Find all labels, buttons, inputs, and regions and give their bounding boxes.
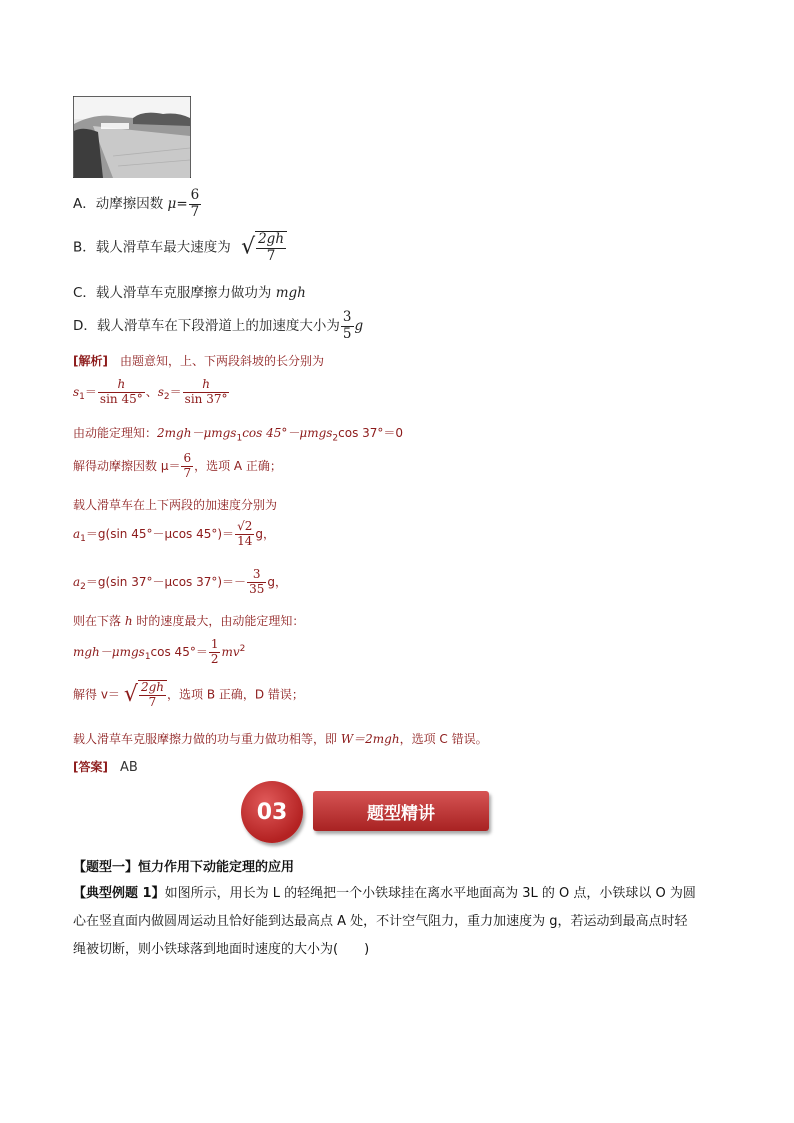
option-b bbox=[73, 231, 287, 264]
solution-line-7 bbox=[73, 568, 287, 597]
type-heading-text: 【题型一】恒力作用下动能定理的应用 bbox=[73, 860, 295, 875]
solution-line-5 bbox=[73, 496, 277, 513]
solution-line-2 bbox=[73, 378, 230, 407]
sub: 2 bbox=[80, 582, 86, 593]
example-line-1 bbox=[73, 882, 733, 901]
example-text: 心在竖直面内做圆周运动且恰好能到达最高点 A 处，不计空气阻力，重力加速度为 g，若运动到最高点时轻 bbox=[73, 914, 688, 929]
text: g， bbox=[267, 574, 287, 589]
sqrt-b: √ $\frac{2gh}{7}$ bbox=[241, 231, 287, 264]
text: 由动能定理知： bbox=[73, 426, 158, 440]
expr: cos 45°＝ bbox=[150, 644, 208, 659]
solution-line-4 bbox=[73, 452, 282, 481]
numerator: 2gh bbox=[140, 680, 164, 694]
numerator: 3 bbox=[342, 309, 352, 325]
numerator: 1 bbox=[210, 637, 219, 651]
example-label: 【典型例题 1】 bbox=[73, 886, 165, 901]
s1: s bbox=[73, 384, 80, 399]
denominator: 7 bbox=[148, 694, 157, 709]
sup: 2 bbox=[239, 643, 246, 654]
fraction-s2 bbox=[183, 378, 230, 407]
expr: ＝g(sin 45°－μcos 45°)＝ bbox=[85, 526, 235, 541]
numerator: √2 bbox=[237, 519, 253, 533]
sub: 1 bbox=[79, 392, 85, 403]
option-c-text: C．载人滑草车克服摩擦力做功为 bbox=[73, 285, 276, 301]
example-text: 绳被切断，则小铁球落到地面时速度的大小为( ) bbox=[73, 942, 370, 957]
a2: a bbox=[73, 574, 81, 589]
option-d bbox=[73, 310, 363, 342]
section-title-bar bbox=[313, 791, 489, 831]
text: ，选项 A 正确； bbox=[194, 458, 282, 473]
text: ，选项 C 错误。 bbox=[399, 732, 488, 746]
equals: = bbox=[176, 196, 188, 213]
option-c-expr: mgh bbox=[275, 285, 306, 301]
denominator: sin 37° bbox=[184, 391, 228, 406]
equals: ＝ bbox=[169, 384, 182, 399]
numerator: h bbox=[98, 378, 145, 393]
solution-line-8 bbox=[73, 612, 304, 629]
sqrt-v: √ $\frac{2gh}{7}$ bbox=[124, 680, 167, 710]
denominator: sin 45° bbox=[99, 391, 143, 406]
separator: 、 bbox=[145, 384, 158, 399]
option-d-text: D．载人滑草车在下段滑道上的加速度大小为 bbox=[73, 318, 340, 335]
h-symbol: h bbox=[124, 614, 133, 628]
text: 载人滑草车克服摩擦力做的功与重力做功相等，即 bbox=[73, 732, 341, 746]
slope-photo bbox=[73, 96, 191, 178]
expr: 2mgh－μmgs bbox=[157, 426, 237, 440]
section-number-badge bbox=[241, 781, 303, 843]
denominator: 35 bbox=[249, 581, 265, 596]
denominator: 2 bbox=[210, 651, 219, 666]
text: 则在下落 bbox=[73, 614, 125, 628]
sub: 2 bbox=[163, 392, 170, 403]
sub: 1 bbox=[144, 652, 151, 663]
solution-line-1 bbox=[73, 352, 324, 369]
text: 载人滑草车在上下两段的加速度分别为 bbox=[73, 498, 278, 512]
denominator: 14 bbox=[237, 533, 253, 548]
solution-text: 由题意知，上、下两段斜坡的长分别为 bbox=[120, 354, 325, 368]
fraction-a2 bbox=[247, 568, 266, 597]
s2: s bbox=[157, 384, 164, 399]
section-title: 题型精讲 bbox=[367, 803, 435, 824]
text: 时的速度最大，由动能定理知： bbox=[132, 614, 305, 628]
option-c bbox=[73, 281, 306, 301]
g-symbol: g bbox=[354, 318, 364, 335]
fraction-s1 bbox=[98, 378, 145, 407]
solution-line-11 bbox=[73, 730, 488, 747]
fraction-a bbox=[189, 188, 202, 220]
denominator: 5 bbox=[342, 325, 352, 342]
expr: ＝g(sin 37°－μcos 37°)＝－ bbox=[85, 574, 247, 589]
solution-line-10 bbox=[73, 680, 304, 710]
solution-line-6 bbox=[73, 520, 275, 549]
solution-line-3 bbox=[73, 424, 403, 443]
section-number: 03 bbox=[256, 799, 288, 825]
sub: 2 bbox=[332, 433, 339, 444]
a1: a bbox=[73, 526, 81, 541]
example-text: 如图所示，用长为 L 的轻绳把一个小铁球挂在离水平地面高为 3L 的 O 点，小铁球以 O 为圆 bbox=[164, 886, 696, 901]
fraction-half bbox=[209, 638, 221, 667]
sub: 1 bbox=[80, 534, 86, 545]
numerator: 2gh bbox=[258, 231, 285, 247]
text: ，选项 B 正确，D 错误； bbox=[167, 687, 304, 702]
text: g， bbox=[255, 526, 275, 541]
denominator: 7 bbox=[266, 247, 276, 264]
mu-symbol: μ bbox=[167, 196, 177, 213]
option-a-text: A．动摩擦因数 bbox=[73, 196, 168, 213]
numerator: h bbox=[183, 378, 230, 393]
answer-label: [答案] bbox=[73, 760, 108, 774]
expr: cos 45°－μmgs bbox=[242, 426, 333, 440]
numerator: 3 bbox=[247, 568, 266, 583]
expr: cos 37°＝0 bbox=[338, 426, 404, 440]
numerator: 6 bbox=[183, 451, 192, 465]
example-line-3 bbox=[73, 938, 369, 957]
denominator: 7 bbox=[190, 203, 200, 220]
type-heading bbox=[73, 856, 294, 875]
expr: mgh－μmgs bbox=[73, 644, 145, 659]
numerator: 6 bbox=[190, 187, 200, 203]
option-a bbox=[73, 188, 202, 220]
answer-line bbox=[73, 758, 138, 775]
equals: ＝ bbox=[84, 384, 97, 399]
text: 解得动摩擦因数 μ＝ bbox=[73, 458, 181, 473]
fraction-mu bbox=[181, 452, 193, 481]
option-b-text: B．载人滑草车最大速度为 bbox=[73, 239, 231, 256]
expr: mv bbox=[221, 644, 240, 659]
solution-line-9 bbox=[73, 638, 245, 667]
expr: W＝2mgh bbox=[340, 732, 400, 746]
example-line-2 bbox=[73, 910, 688, 929]
sub: 1 bbox=[236, 433, 243, 444]
fraction-a1 bbox=[235, 520, 254, 549]
fraction-d bbox=[341, 310, 354, 342]
solution-label: [解析] bbox=[73, 354, 108, 368]
text: 解得 v＝ bbox=[73, 687, 120, 702]
section-banner bbox=[241, 781, 491, 845]
answer-value: AB bbox=[120, 760, 138, 775]
denominator: 7 bbox=[183, 465, 192, 480]
